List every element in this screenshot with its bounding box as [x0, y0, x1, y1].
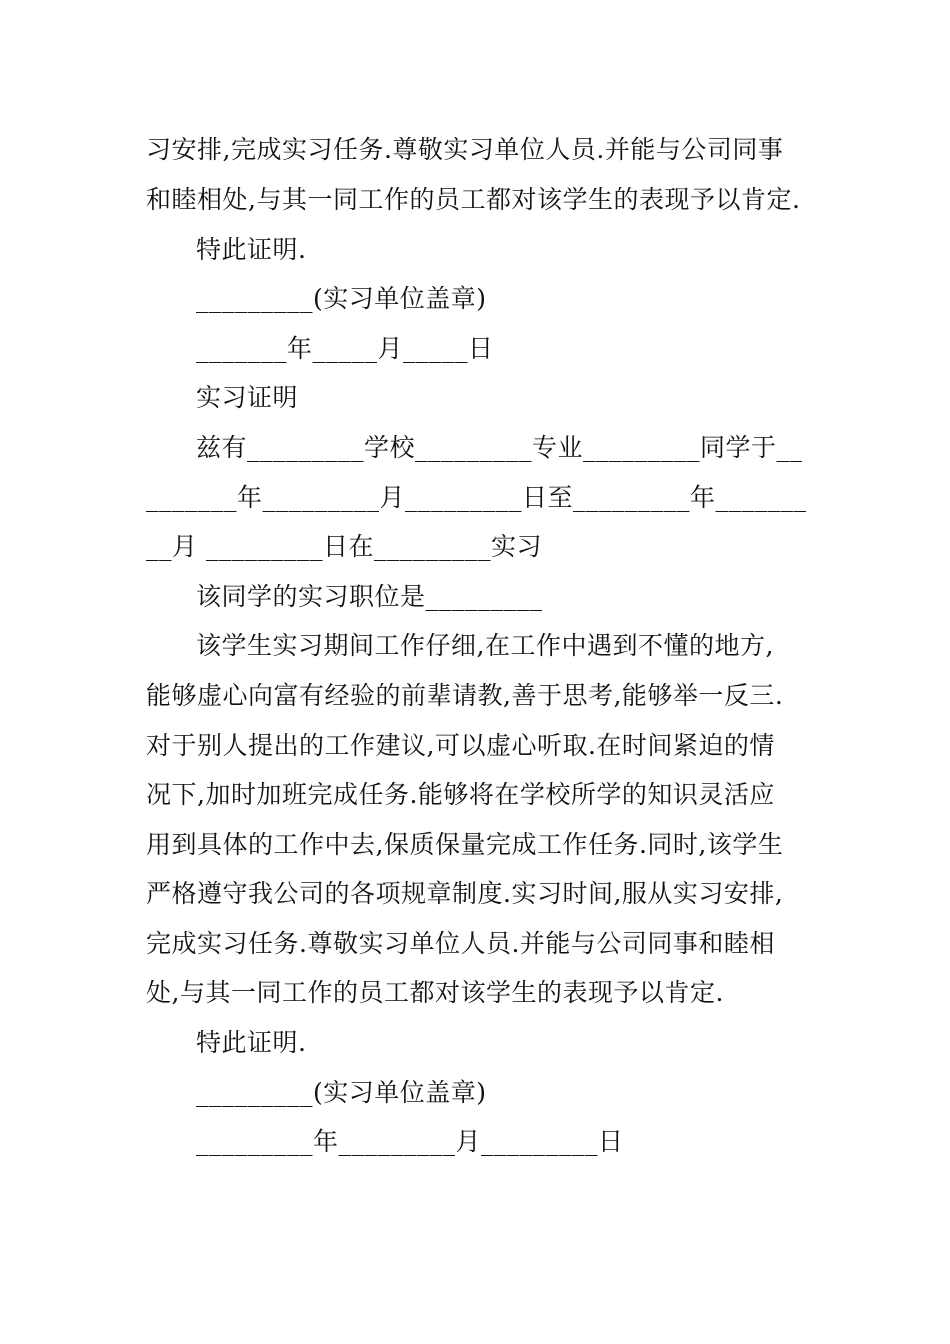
text-line: 对于别人提出的工作建议,可以虚心听取.在时间紧迫的情	[146, 731, 775, 760]
section-title: 实习证明	[196, 383, 299, 412]
text-line: 兹有_________学校_________专业_________同学于__	[196, 433, 803, 462]
seal-line: _________(实习单位盖章)	[196, 1078, 487, 1107]
text-line: 能够虚心向富有经验的前辈请教,善于思考,能够举一反三.	[146, 681, 784, 710]
text-line: _______年_________月_________日至_________年_______	[146, 483, 807, 512]
date-line: _________年_________月_________日	[196, 1127, 624, 1156]
seal-line: _________(实习单位盖章)	[196, 284, 487, 313]
text-line: 该学生实习期间工作仔细,在工作中遇到不懂的地方,	[196, 631, 774, 660]
date-line: _______年_____月_____日	[196, 334, 494, 363]
text-line: 完成实习任务.尊敬实习单位人员.并能与公司同事和睦相	[146, 929, 775, 958]
text-line: 习安排,完成实习任务.尊敬实习单位人员.并能与公司同事	[146, 135, 784, 164]
text-line: 严格遵守我公司的各项规章制度.实习时间,服从实习安排,	[146, 879, 784, 908]
closing-statement: 特此证明.	[196, 235, 307, 264]
text-line: 该同学的实习职位是_________	[196, 582, 543, 611]
text-line: 处,与其一同工作的员工都对该学生的表现予以肯定.	[146, 978, 724, 1007]
text-line: 用到具体的工作中去,保质保量完成工作任务.同时,该学生	[146, 830, 784, 859]
text-line: 况下,加时加班完成任务.能够将在学校所学的知识灵活应	[146, 780, 775, 809]
text-line: 和睦相处,与其一同工作的员工都对该学生的表现予以肯定.	[146, 185, 801, 214]
closing-statement: 特此证明.	[196, 1028, 307, 1057]
text-line: __月 _________日在_________实习	[146, 532, 542, 561]
